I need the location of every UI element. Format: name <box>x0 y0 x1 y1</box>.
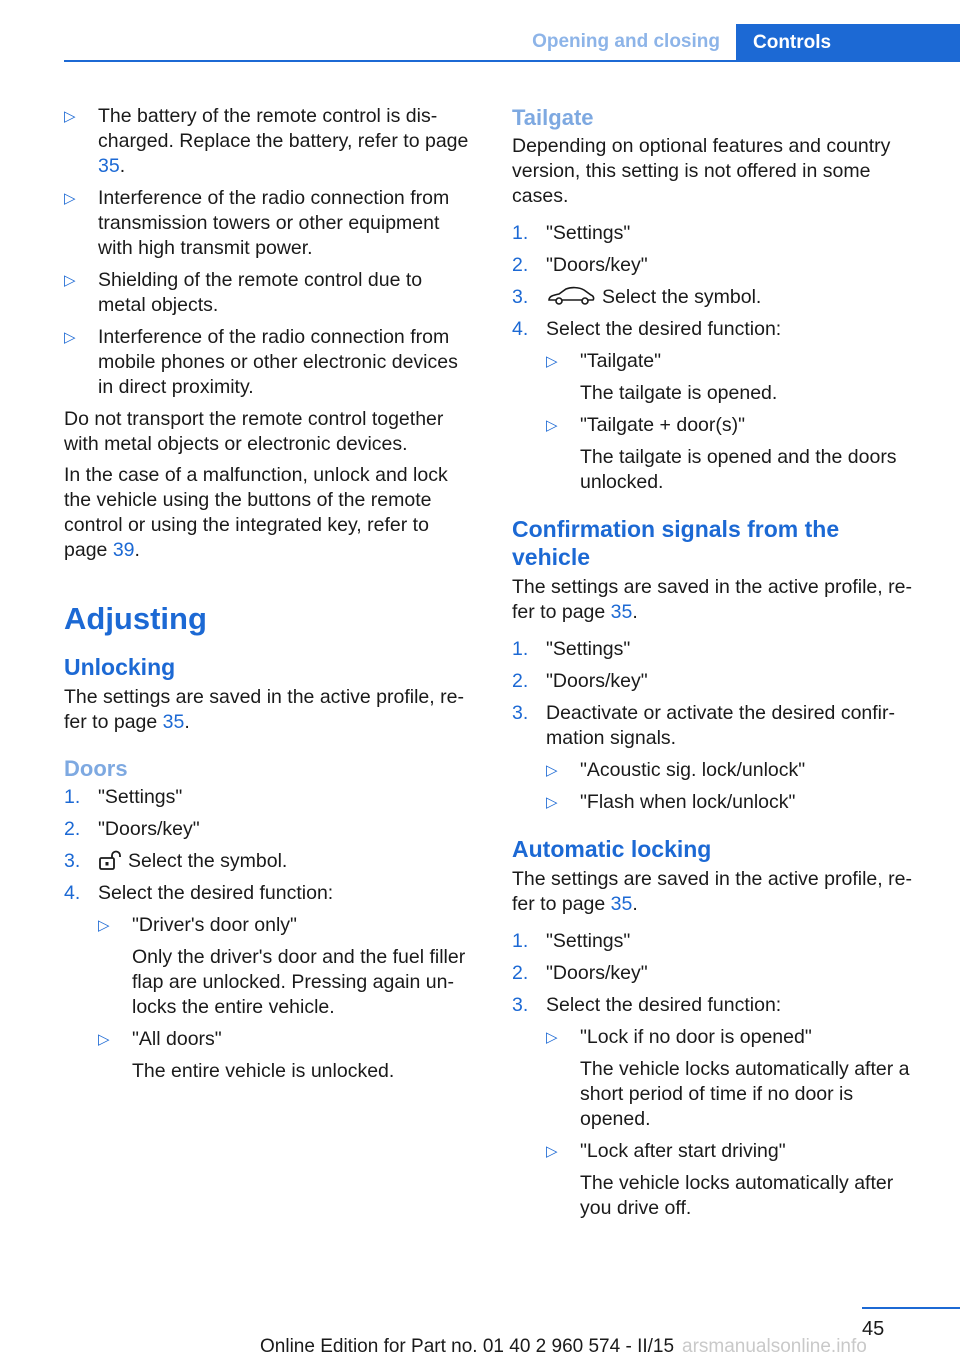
minor-heading-doors: Doors <box>64 756 128 781</box>
triangle-right-icon: ▷ <box>64 329 76 346</box>
page-link[interactable]: 35 <box>610 893 633 915</box>
numbered-step: 2. "Doors/key" <box>512 962 648 984</box>
left-column <box>64 104 474 1091</box>
triangle-right-icon: ▷ <box>64 272 76 289</box>
car-tailgate-icon <box>546 286 596 306</box>
body-paragraph: Depending on optional features and country version, this setting is not offered in some cases. <box>512 135 891 207</box>
minor-heading-tailgate: Tailgate <box>512 105 594 130</box>
numbered-step: 4. Select the desired function: <box>512 318 782 340</box>
subsection-heading-automatic-locking: Automatic locking <box>512 836 712 862</box>
subsection-heading-unlocking: Unlocking <box>64 654 176 680</box>
body-paragraph: In the case of a malfunction, unlock and lock the vehicle using the buttons of the remote control or using the integrated key, refer to page 39. <box>64 464 448 561</box>
numbered-step: 2. "Doors/key" <box>512 254 648 276</box>
option-item: ▷ "Tailgate" The tailgate is opened. <box>546 350 778 404</box>
header-chapter-tab: Controls <box>736 24 960 62</box>
numbered-step: 4. Select the desired function: <box>64 882 334 904</box>
body-paragraph: The settings are saved in the active profile, re‐fer to page 35. <box>64 686 464 733</box>
footer-rule <box>862 1307 960 1309</box>
numbered-step: 1. "Settings" <box>512 930 631 952</box>
option-item: ▷ "Lock after start driving" The vehicle locks automatically after you drive off. <box>546 1140 894 1219</box>
subsection-heading-confirmation: Confirmation signals from the vehicle <box>512 516 840 570</box>
list-item: ▷ The battery of the remote control is dis‐charged. Replace the battery, refer to page 35. <box>64 105 469 177</box>
option-list <box>546 1025 922 1221</box>
triangle-right-icon: ▷ <box>546 417 558 434</box>
triangle-right-icon: ▷ <box>546 1143 558 1160</box>
triangle-right-icon: ▷ <box>546 1029 558 1046</box>
header-section-title: Opening and closing <box>532 31 720 52</box>
option-list <box>546 349 922 495</box>
edition-line: Online Edition for Part no. 01 40 2 960 574 - II/15 <box>260 1336 675 1357</box>
list-item: ▷ Interference of the radio connection from mobile phones or other electronic devices in direct proximity. <box>64 326 458 398</box>
triangle-right-icon: ▷ <box>546 353 558 370</box>
triangle-right-icon: ▷ <box>98 917 110 934</box>
right-column <box>512 104 922 1228</box>
body-paragraph: The settings are saved in the active profile, re‐fer to page 35. <box>512 576 912 623</box>
triangle-right-icon: ▷ <box>546 762 558 779</box>
option-list <box>546 758 922 815</box>
numbered-step: 2. "Doors/key" <box>512 670 648 692</box>
triangle-right-icon: ▷ <box>546 794 558 811</box>
section-heading-adjusting: Adjusting <box>64 601 207 636</box>
option-item: ▷ "All doors" The entire vehicle is unlocked. <box>98 1028 395 1082</box>
list-item: ▷ Shielding of the remote control due to metal objects. <box>64 269 423 316</box>
option-item: ▷ "Tailgate + door(s)" The tailgate is opened and the doors unlocked. <box>546 414 897 493</box>
page-link[interactable]: 39 <box>112 539 135 561</box>
triangle-right-icon: ▷ <box>98 1031 110 1048</box>
option-item: ▷ "Flash when lock/unlock" <box>546 791 796 813</box>
page-link[interactable]: 35 <box>162 711 185 733</box>
option-item: ▷ "Driver's door only" Only the driver's door and the fuel filler flap are unlocked. Pressing again un‐locks the entire vehicle. <box>98 914 466 1018</box>
option-item: ▷ "Acoustic sig. lock/unlock" <box>546 759 806 781</box>
numbered-step: 3. Select the desired function: <box>512 994 782 1016</box>
triangle-right-icon: ▷ <box>64 108 76 125</box>
watermark: arsmanualsonline.info <box>682 1336 867 1357</box>
numbered-step: 3. Deactivate or activate the desired confir‐mation signals. <box>512 702 896 749</box>
numbered-step: 1. "Settings" <box>512 638 631 660</box>
header-rule <box>64 60 960 62</box>
numbered-step: 1. "Settings" <box>512 222 631 244</box>
page-link[interactable]: 35 <box>98 155 120 177</box>
page-number: 45 <box>862 1318 885 1340</box>
body-paragraph: The settings are saved in the active profile, re‐fer to page 35. <box>512 868 912 915</box>
list-item: ▷ Interference of the radio connection from transmission towers or other equipment with high transmit power. <box>64 187 450 259</box>
body-paragraph: Do not transport the remote control together with metal objects or electronic devices. <box>64 408 444 455</box>
numbered-step: 2. "Doors/key" <box>64 818 200 840</box>
option-item: ▷ "Lock if no door is opened" The vehicle locks automatically after a short period of time if no door is opened. <box>546 1026 910 1130</box>
unlock-icon <box>98 850 124 870</box>
page-link[interactable]: 35 <box>610 601 633 623</box>
numbered-step: 1. "Settings" <box>64 786 183 808</box>
numbered-step: 3. Select the symbol. <box>512 286 762 308</box>
triangle-right-icon: ▷ <box>64 190 76 207</box>
option-list <box>98 913 474 1084</box>
numbered-step: 3. Select the symbol. <box>64 850 288 872</box>
